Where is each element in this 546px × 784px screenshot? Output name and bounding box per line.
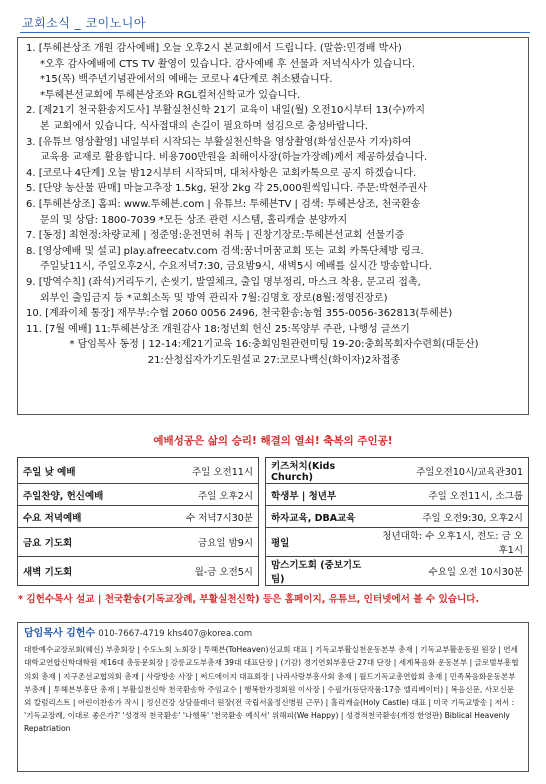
notice-line: 11. [7월 예배] 11:투헤븐상조 개원감사 18:청년회 헌신 25:목양부 주관, 나행성 글쓰기 [26, 323, 410, 335]
service-name: 맘스기도회 (중보기도팀) [266, 557, 372, 586]
notice-item [26, 322, 522, 338]
service-name: 하자교육, DBA교육 [266, 506, 372, 528]
service-time: 수요일 오전 10시30분 [371, 557, 529, 586]
notice-item [26, 41, 522, 103]
pastor-schedule-note: 21:산청십자가기도원설교 27:코로나백신(화이자)2차접종 [147, 354, 401, 366]
service-name: 주일 낮 예배 [18, 458, 119, 484]
service-row [18, 458, 529, 484]
service-row [18, 506, 529, 528]
service-name: 금요 기도회 [18, 528, 119, 557]
notice-line: 본 교회에서 있습니다. 식사접대의 손길이 필요하며 섬김으로 충성바랍니다. [40, 120, 369, 132]
pastor-contact: 010-7667-4719 khs407@korea.com [98, 629, 253, 639]
notice-box [17, 37, 529, 415]
section-title: 교회소식 _ 코이노니아 [22, 16, 146, 30]
service-time: 주일 오전11시 [118, 458, 259, 484]
column-gap [259, 458, 266, 484]
notice-line: *오후 감사예배에 CTS TV 촬영이 있습니다. 감사예배 후 선물과 저녁식사가 있습니다. [40, 58, 415, 70]
service-name: 학생부 | 청년부 [266, 484, 372, 506]
service-schedule-table [17, 457, 529, 586]
notice-line: 4. [코로나 4단계] 오늘 밤12시부터 시작되며, 대처사항은 교회카톡으로 공지 하겠습니다. [26, 167, 417, 179]
service-row [18, 484, 529, 506]
notice-item [26, 306, 522, 322]
notice-line: 9. [방역수칙] (좌석)거리두기, 손씻기, 발열체크, 출입 명부정리, 마스크 착용, 문고리 접촉, [26, 276, 421, 288]
column-gap [259, 484, 266, 506]
notice-item [26, 181, 522, 197]
notice-line: 3. [유튜브 영상촬영] 내일부터 시작되는 부활실천신학을 영상촬영(화성신문사 기자)하여 [26, 136, 412, 148]
pastor-bio-box [17, 622, 529, 772]
notice-line: 1. [투헤븐상조 개원 감사예배] 오늘 오후2시 본교회에서 드립니다. (말씀:민경배 박사) [26, 43, 402, 54]
service-row [18, 557, 529, 586]
service-time: 금요일 밤9시 [118, 528, 259, 557]
notice-line: 8. [영상예배 및 설교] play.afreecatv.com 검색:꿈너머꿈교회 또는 교회 카톡단체방 링크. [26, 245, 424, 257]
column-gap [259, 506, 266, 528]
pastor-bio-text: 대한예수교장로회(웨신) 부총회장 | 수도노회 노회장 | 투헤븐(ToHeaven)선교회 대표 | 기독교부활실천운동본부 총재 | 기독교부활운동원 원장 | 연세대학교연합신학대학원 제16대 총동문회장 | 강릉교도부총재 39대 대표단장 | (기감) 경기연회부흥단 27대 단장 | 세계복음화 운동본부 | 글로벌부흥협의회 총재 | 지구촌선교협의회 총재 | 사랑방송 사장 | 써드에이지 대표회장 | 나라사랑부흥사회 총재 | 월드기독교총연합회 총재 | 민족복음화운동본부 부총재 | 투헤븐부흥단 총재 | 부활실천신학 천국환송학 주임교수 | 행복한가정회원 이사장 | 수필가(등단작품:17층 엘리베이터) | 복음신문, 사모신문 외 칼럼리스트 | 어린이찬송가 작시 | 정신건강 상담플래너 원장(전 국립서울정신병원 근무) | 홀리캐슬(Holy Castle) 대표 | 미국 기독교방송 | 저서 : '기독교장례, 이대로 좋은가?' '성경적 천국환송' '나행복' '천국환송 예식서' 위해피(We Happy) | 성경적천국환송(개정 한영판) Biblical Heavenly Repatriation [24, 645, 519, 734]
notice-line: 문의 및 상담: 1800-7039 *모든 상조 관련 시스템, 홀리캐슬 분양까지 [40, 214, 348, 226]
service-time: 청년대학: 수 오후1시, 전도: 금 오후1시 [371, 528, 529, 557]
pastor-name: 담임목사 김헌수 [24, 628, 96, 639]
notice-item [26, 244, 522, 275]
service-name: 주일찬양, 헌신예배 [18, 484, 119, 506]
service-time: 주일 오전11시, 소그룹 [371, 484, 529, 506]
notice-line: 외부인 출입금지 등 *교회소독 및 방역 관리자 7월:김명호 장로(8월:정영진장로) [40, 292, 388, 304]
column-gap [259, 528, 266, 557]
service-time: 주일 오후2시 [118, 484, 259, 506]
notice-item [26, 197, 522, 228]
notice-line: 10. [계좌이체 통장] 재무부:수협 2060 0056 2496, 천국환송:농협 355-0056-362813(투헤븐) [26, 308, 453, 320]
slogan: 예배성공은 삶의 승리! 해결의 열쇠! 축복의 주인공! [153, 435, 393, 447]
service-name: 평일 [266, 528, 372, 557]
column-gap [259, 557, 266, 586]
pastor-header [24, 627, 522, 641]
service-time: 월-금 오전5시 [118, 557, 259, 586]
pastor-schedule-note: * 담임목사 동정 | 12-14:제21기교육 16:충회임원관련미팅 19-20:충회목회자수련회(대둔산) [69, 339, 479, 351]
notice-line: 주일낮11시, 주일오후2시, 수요저녁7:30, 금요밤9시, 새벽5시 예배를 실시간 방송합니다. [40, 261, 432, 273]
notice-line: 7. [동정] 최현정:차량교체 | 정준영:운전면허 취득 | 진창기장로:투헤븐선교회 선물기증 [26, 230, 405, 242]
service-time: 주일 오전9:30, 오후2시 [371, 506, 529, 528]
service-name: 수요 저녁예배 [18, 506, 119, 528]
notice-line: 6. [투헤븐상조] 홈피: www.투헤븐.com | 유튜브: 투헤븐TV | 검색: 투헤븐상조, 천국환송 [26, 198, 421, 210]
service-row [18, 528, 529, 557]
service-time: 주일오전10시/교육관301 [371, 458, 529, 484]
notice-item [26, 228, 522, 244]
notice-line: 교육용 교재로 활용합니다. 비용700만원을 최해이사장(하늘가장례)께서 제공하셨습니다. [40, 152, 428, 164]
service-time: 수 저녁7시30분 [118, 506, 259, 528]
notice-item [26, 166, 522, 182]
service-name: 키즈처치(Kids Church) [266, 458, 372, 484]
service-name: 새벽 기도회 [18, 557, 119, 586]
notice-item [26, 103, 522, 134]
notice-line: *15(목) 백주년기념관에서의 예배는 코로나 4단계로 취소됐습니다. [40, 74, 333, 86]
notice-item [26, 135, 522, 166]
section-header [20, 10, 530, 33]
notice-line: *투헤븐선교회에 투헤븐상조와 RGL컬처신학교가 있습니다. [40, 89, 301, 101]
notice-item [26, 275, 522, 306]
notice-line: 5. [단양 농산물 판매] 마늘고추장 1.5kg, 된장 2kg 각 25,000원씩입니다. 주문:박현주권사 [26, 183, 428, 195]
sermon-footnote: * 김헌수목사 설교 | 천국환송(기독교장례, 부활실천신학) 등은 홈페이지, 유튜브, 인터넷에서 볼 수 있습니다. [18, 594, 480, 605]
notice-line: 2. [제21기 천국환송지도사] 부활실천신학 21기 교육이 내일(월) 오전10시부터 13(수)까지 [26, 105, 426, 117]
